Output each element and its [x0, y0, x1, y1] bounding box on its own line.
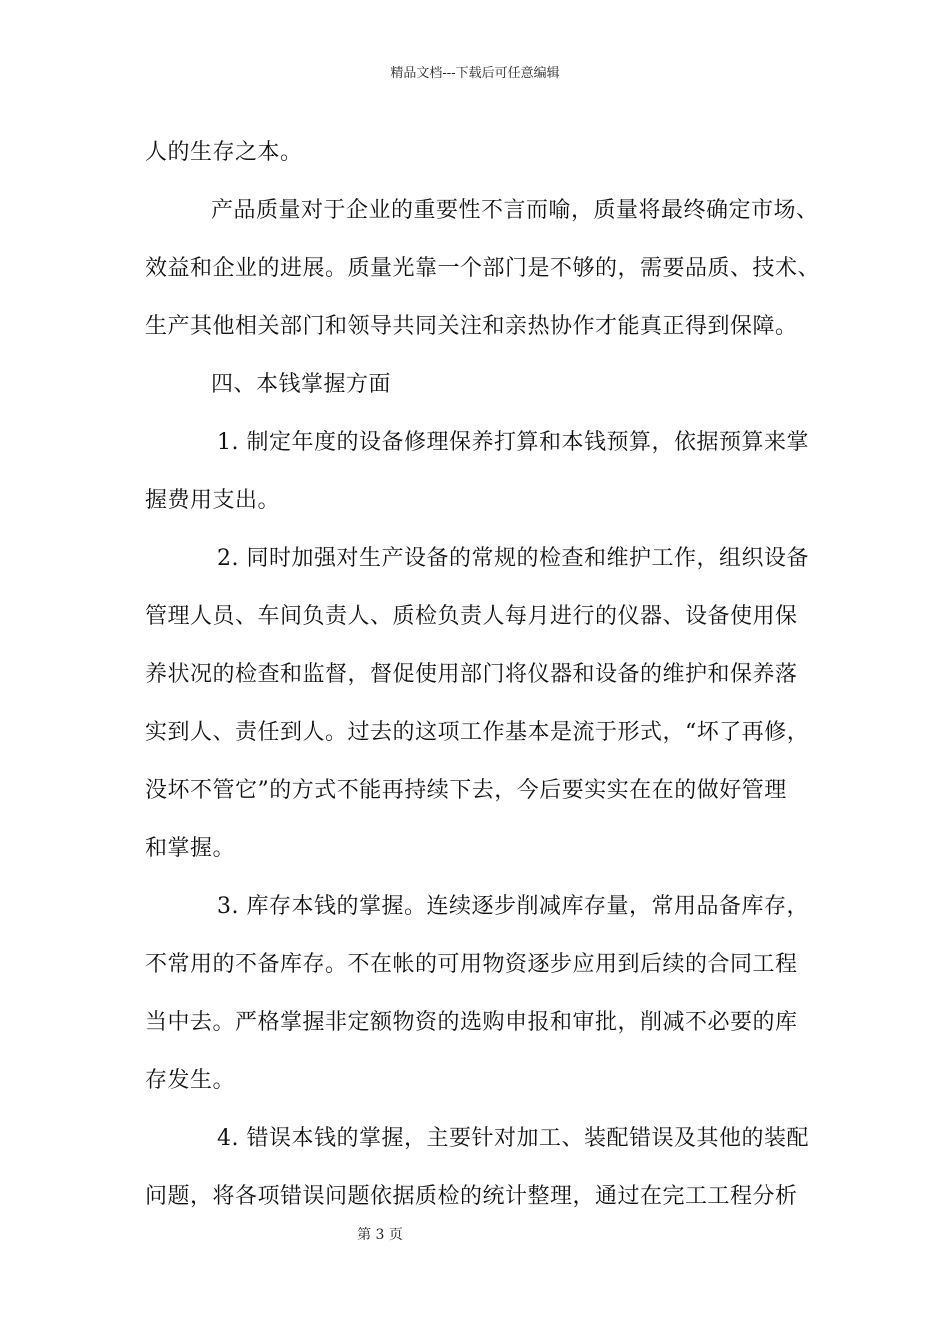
text-line: 生产其他相关部门和领导共同关注和亲热协作才能真正得到保障。 — [145, 314, 798, 339]
text-line: 存发生。 — [145, 1068, 236, 1093]
document-body — [145, 136, 821, 1238]
text-line: 和掌握。 — [145, 836, 236, 861]
list-item-4: 4. 错误本钱的掌握，主要针对加工、装配错误及其他的装配 — [217, 1126, 809, 1151]
list-item-2: 2. 同时加强对生产设备的常规的检查和维护工作，组织设备 — [217, 546, 809, 571]
page-number: 第 3 页 — [357, 1227, 403, 1243]
text-line: 效益和企业的进展。质量光靠一个部门是不够的，需要品质、技术、 — [145, 256, 821, 281]
text-line: 当中去。严格掌握非定额物资的选购申报和审批，削减不必要的库 — [145, 1010, 798, 1035]
text-line: 养状况的检查和监督，督促使用部门将仪器和设备的维护和保养落 — [145, 662, 798, 687]
paragraph-start: 产品质量对于企业的重要性不言而喻，质量将最终确定市场、 — [211, 198, 819, 223]
text-line: 不常用的不备库存。不在帐的可用物资逐步应用到后续的合同工程 — [145, 952, 798, 977]
text-line: 管理人员、车间负责人、质检负责人每月进行的仪器、设备使用保 — [145, 604, 798, 629]
text-line: 没坏不管它”的方式不能再持续下去，今后要实实在在的做好管理 — [145, 778, 787, 803]
text-line: 握费用支出。 — [145, 488, 281, 513]
section-heading: 四、本钱掌握方面 — [211, 372, 392, 397]
text-line: 人的生存之本。 — [145, 140, 303, 165]
text-line: 问题，将各项错误问题依据质检的统计整理，通过在完工工程分析 — [145, 1184, 798, 1209]
text-line: 实到人、责任到人。过去的这项工作基本是流于形式，“坏了再修， — [145, 720, 810, 745]
page-header: 精品文档---下载后可任意编辑 — [390, 66, 560, 81]
list-item-3: 3. 库存本钱的掌握。连续逐步削减库存量，常用品备库存， — [217, 894, 809, 919]
list-item-1: 1. 制定年度的设备修理保养打算和本钱预算，依据预算来掌 — [217, 430, 809, 455]
